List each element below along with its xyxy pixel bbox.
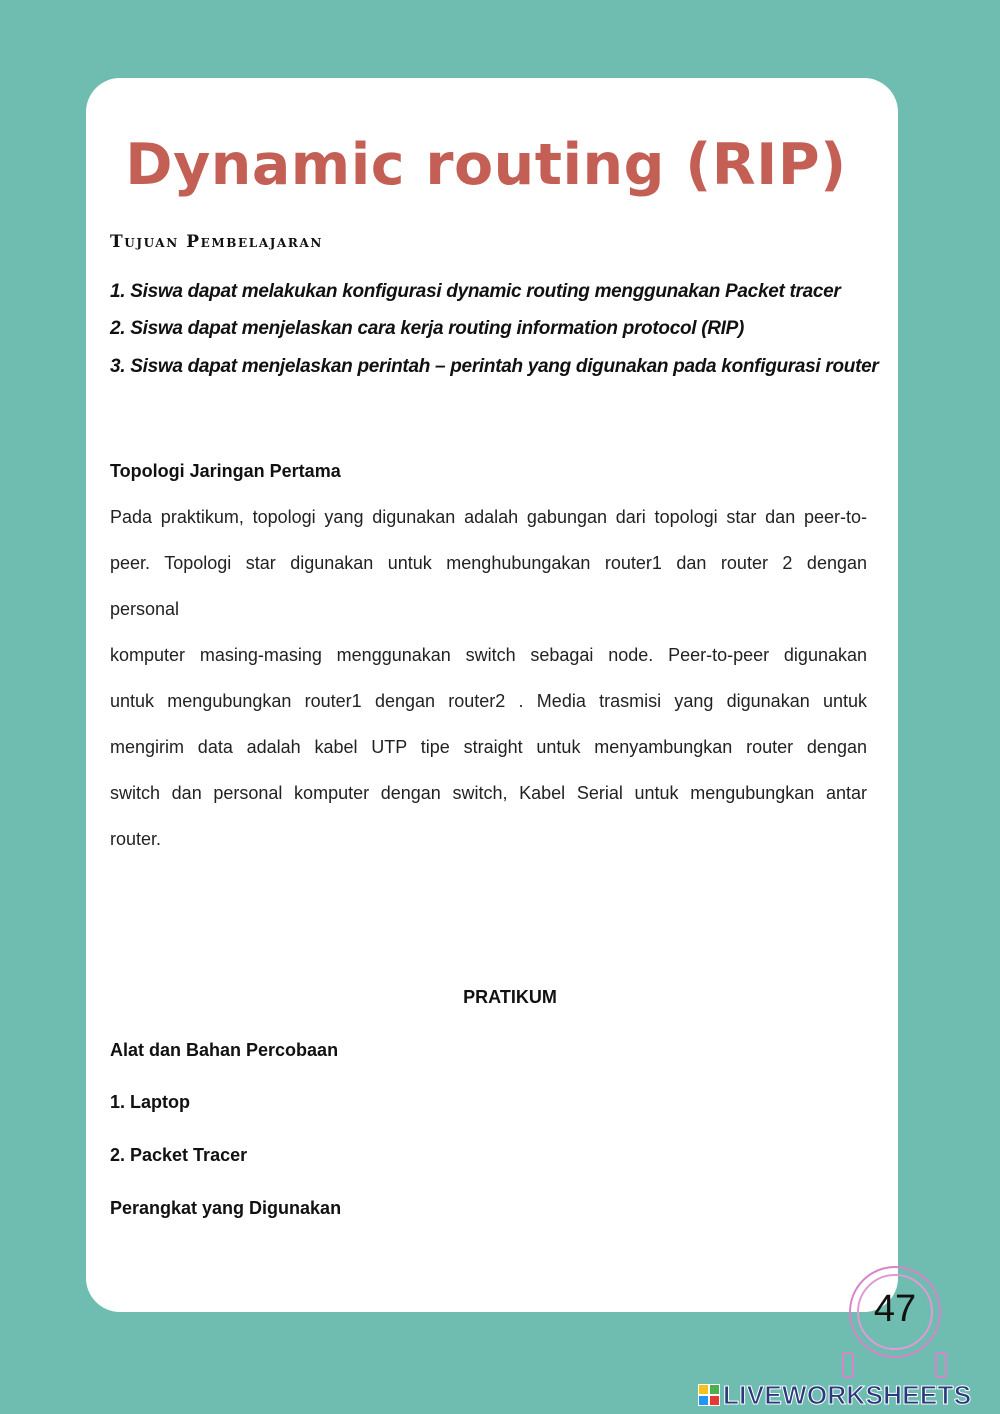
tools-heading: Alat dan Bahan Percobaan: [110, 1040, 339, 1060]
page-number: 47: [873, 1288, 917, 1330]
liveworksheets-watermark[interactable]: [698, 1380, 971, 1410]
practicum-heading: PRATIKUM: [463, 987, 557, 1007]
watermark-text: LIVEWORKSHEETS: [723, 1379, 972, 1410]
topology-paragraph-line: router.: [110, 829, 162, 849]
topology-paragraph-line: Pada praktikum, topologi yang digunakan adalah gabungan dari topologi star dan peer-to-: [110, 507, 867, 527]
tool-item-laptop: 1. Laptop: [110, 1092, 190, 1112]
topology-paragraph-line: mengirim data adalah kabel UTP tipe straight untuk menyambungkan router dengan: [110, 737, 867, 757]
topology-heading: Topologi Jaringan Pertama: [110, 461, 341, 481]
objective-item-2: 2. Siswa dapat menjelaskan cara kerja routing information protocol (RIP): [110, 318, 745, 339]
objectives-heading: Tujuan Pembelajaran: [110, 232, 323, 252]
topology-paragraph-line: switch dan personal komputer dengan switch, Kabel Serial untuk mengubungkan antar: [110, 783, 867, 803]
page-title: Dynamic routing (RIP): [125, 132, 847, 198]
objective-item-1: 1. Siswa dapat melakukan konfigurasi dynamic routing menggunakan Packet tracer: [110, 281, 841, 302]
topology-paragraph-line: untuk mengubungkan router1 dengan router2 . Media trasmisi yang digunakan untuk: [110, 691, 867, 711]
topology-paragraph-line: komputer masing-masing menggunakan switch sebagai node. Peer-to-peer digunakan: [110, 645, 867, 665]
objective-item-3: 3. Siswa dapat menjelaskan perintah – perintah yang digunakan pada konfigurasi router: [110, 356, 879, 377]
tool-item-packet-tracer: 2. Packet Tracer: [110, 1145, 248, 1165]
cable-plug-icon: [935, 1352, 947, 1378]
topology-paragraph-line: personal: [110, 599, 180, 619]
devices-heading: Perangkat yang Digunakan: [110, 1198, 342, 1218]
cable-plug-icon: [842, 1352, 854, 1378]
topology-paragraph-line: peer. Topologi star digunakan untuk menghubungakan router1 dan router 2 dengan: [110, 553, 867, 573]
liveworksheets-logo-icon: [698, 1384, 720, 1406]
